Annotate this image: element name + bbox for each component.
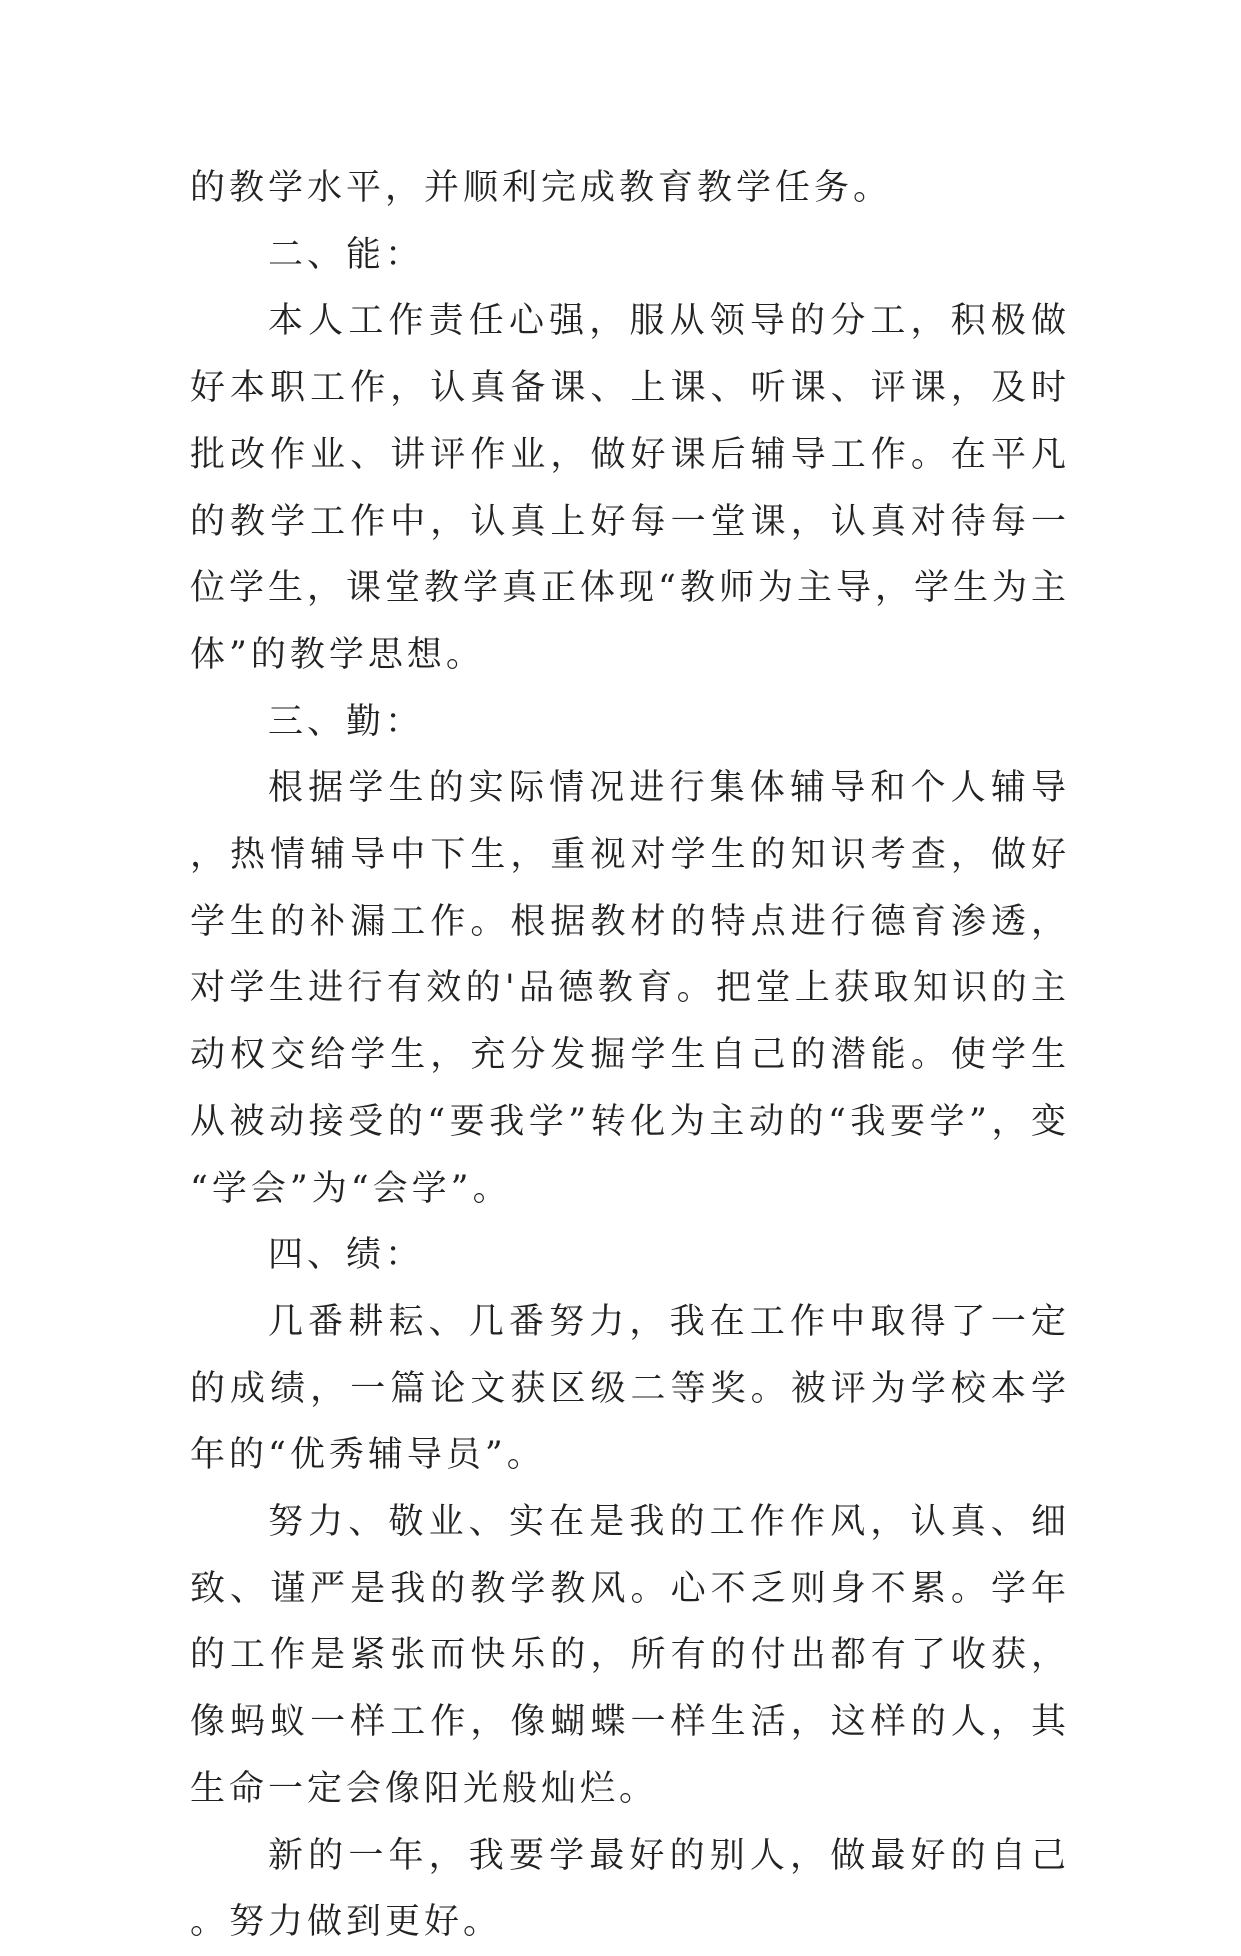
paragraph-ji: 几番耕耘、几番努力，我在工作中取得了一定的成绩，一篇论文获区级二等奖。被评为学校本学年的“优秀辅导员”。 (190, 1301, 1070, 1476)
paragraph-work-style: 努力、敬业、实在是我的工作作风，认真、细致、谨严是我的教学教风。心不乏则身不累。学年的工作是紧张而快乐的，所有的付出都有了收获，像蚂蚁一样工作，像蝴蝶一样生活，这样的人，其生命一定会像阳光般灿烂。 (190, 1502, 1070, 1809)
section-heading-qin: 三、勤： (268, 701, 425, 742)
section-heading-ji: 四、绩： (268, 1235, 425, 1276)
paragraph-qin: 根据学生的实际情况进行集体辅导和个人辅导，热情辅导中下生，重视对学生的知识考查，做好学生的补漏工作。根据教材的特点进行德育渗透，对学生进行有效的'品德教育。把堂上获取知识的主动权交给学生，充分发掘学生自己的潜能。使学生从被动接受的“要我学”转化为主动的“我要学”，变“学会”为“会学”。 (190, 768, 1070, 1209)
section-heading-neng: 二、能： (268, 234, 425, 275)
document-body (190, 155, 1070, 1956)
paragraph-new-year: 新的一年，我要学最好的别人，做最好的自己。努力做到更好。 (190, 1835, 1070, 1943)
paragraph-neng: 本人工作责任心强，服从领导的分工，积极做好本职工作，认真备课、上课、听课、评课，及时批改作业、讲评作业，做好课后辅导工作。在平凡的教学工作中，认真上好每一堂课，认真对待每一位学生，课堂教学真正体现“教师为主导，学生为主体”的教学思想。 (190, 301, 1070, 675)
paragraph-continuation: 的教学水平，并顺利完成教育教学任务。 (190, 168, 893, 208)
